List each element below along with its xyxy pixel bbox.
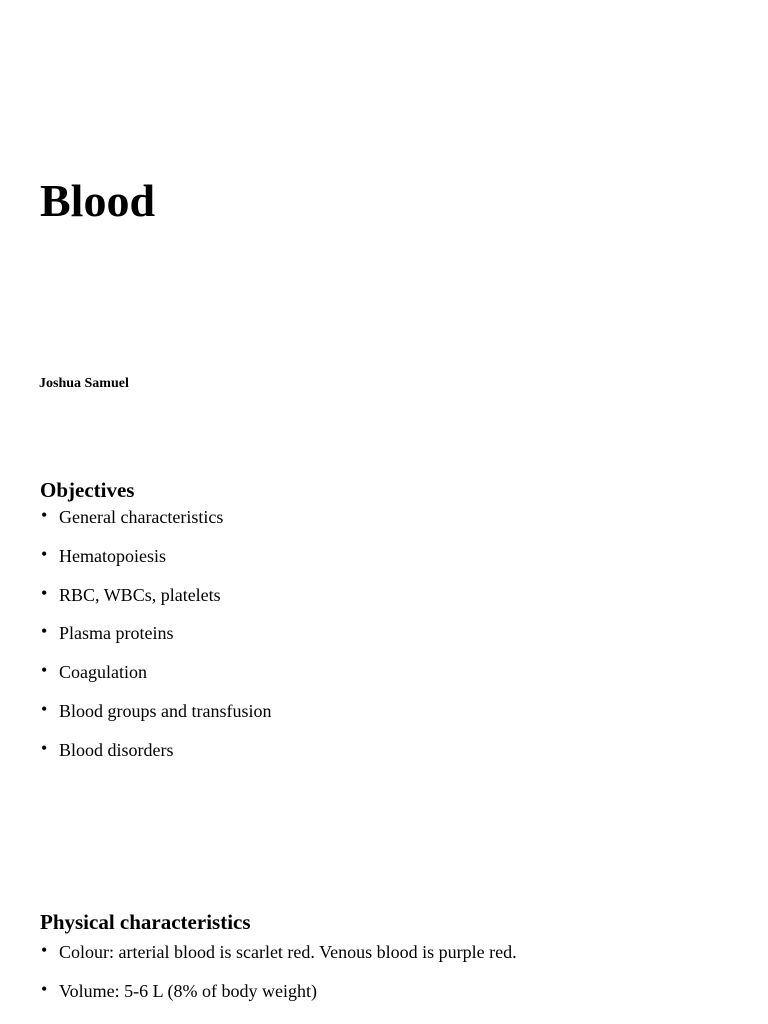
- list-item: [40, 545, 740, 567]
- physical-characteristics-heading: Physical characteristics: [40, 910, 251, 934]
- list-item-text: Coagulation: [59, 662, 147, 683]
- list-item-text: Volume: 5-6 L (8% of body weight): [59, 980, 317, 1001]
- objectives-section: [40, 477, 740, 778]
- list-item-text: Blood groups and transfusion: [59, 700, 272, 721]
- list-item-text: Blood disorders: [59, 739, 174, 760]
- bullet-icon: •: [41, 505, 48, 525]
- bullet-icon: •: [41, 737, 48, 758]
- document-title: Blood: [40, 175, 156, 226]
- list-item: [40, 584, 740, 606]
- list-item-text: General characteristics: [59, 507, 224, 527]
- list-item: [40, 739, 740, 761]
- bullet-icon: •: [41, 543, 48, 564]
- list-item-text: RBC, WBCs, platelets: [59, 584, 221, 605]
- list-item-text: Hematopoiesis: [59, 545, 166, 566]
- list-item: [40, 506, 740, 528]
- list-item-text: Colour: arterial blood is scarlet red. Venous blood is purple red.: [59, 942, 517, 962]
- bullet-icon: •: [41, 582, 48, 603]
- author-name: Joshua Samuel: [39, 376, 129, 391]
- physical-characteristics-list: [40, 941, 740, 1002]
- list-item: [40, 700, 740, 722]
- list-item: [40, 980, 740, 1002]
- bullet-icon: •: [41, 698, 48, 719]
- list-item-text: Plasma proteins: [59, 623, 174, 644]
- physical-characteristics-section: [40, 909, 740, 1019]
- bullet-icon: •: [41, 621, 48, 642]
- objectives-list: [40, 506, 740, 761]
- objectives-heading: Objectives: [40, 478, 135, 502]
- bullet-icon: •: [41, 940, 48, 960]
- list-item: [40, 622, 740, 644]
- bullet-icon: •: [41, 978, 48, 999]
- list-item: [40, 661, 740, 683]
- list-item: [40, 941, 740, 963]
- bullet-icon: •: [41, 660, 48, 681]
